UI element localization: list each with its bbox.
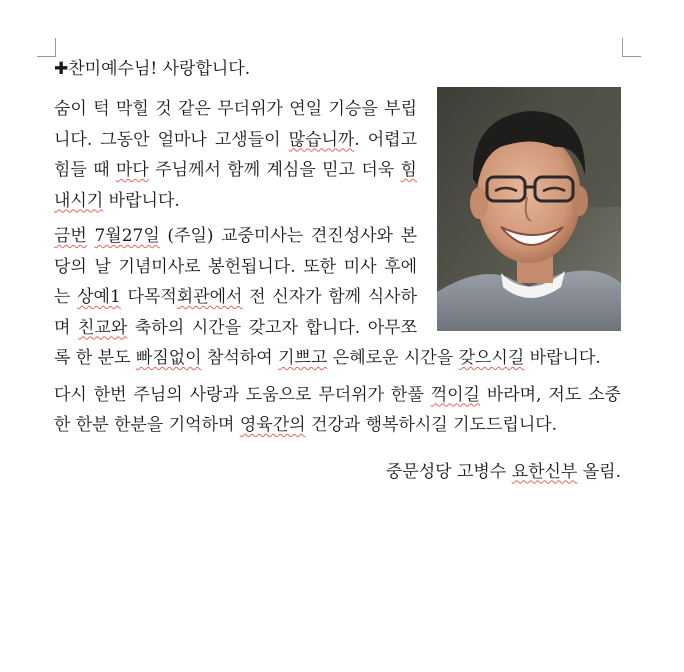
text-run: 건강과 행복하시길 기도드립니다. [305,415,558,435]
spellcheck-word: 마다 [116,160,149,180]
spellcheck-word: 상예1 [77,287,121,307]
spellcheck-word: 갖으시길 [458,348,525,368]
spellcheck-word: 힘내시기 [54,160,417,211]
spellcheck-word: 회관에서 [176,287,243,307]
spellcheck-word: 친교와 [78,317,128,338]
spellcheck-word: 7월27일 [94,226,160,246]
text-run: 참석하여 [201,348,279,368]
text-run: 다시 한번 주님의 사랑과 도움으로 무더위가 한풀 [54,384,431,405]
text-run: 올림. [577,461,621,482]
text-run: . 어렵고 힘들 때 [54,129,417,180]
greeting-text: 찬미예수님! 사랑합니다. [68,59,251,79]
text-run: 전 신자가 함께 식사하며 [54,287,418,338]
text-run: 바랍니다. [524,348,601,368]
margin-corner-top-right [622,38,641,57]
spellcheck-word: 빠짐없이 [135,348,202,368]
text-run: 축하의 시간을 갖고자 합니다. 아무쪼록 한 분도 [54,317,417,368]
text-run: 주님께서 함께 계심을 믿고 더욱 [148,160,401,180]
text-run: 바라며, 저도 소중한 한분 한분을 기억하며 [54,384,621,435]
cross-icon: ✚ [54,59,69,79]
text-run: 은혜로운 시간을 [327,348,459,368]
paragraph-3 [54,380,621,441]
spellcheck-word: 꺽이길 [430,384,480,405]
spellcheck-word: 요한신부 [511,461,578,482]
greeting-line [54,54,621,90]
signature-line [54,457,621,487]
text-run: (주일) 교중미사는 견진성사와 본당의 날 기념미사로 봉헌됩니다. 또한 미사 후에는 [54,226,417,307]
spellcheck-word: 금번 [54,226,87,246]
spellcheck-word: 영육간의 [239,415,306,435]
text-run: 바랍니다. [103,190,180,211]
document-body[interactable] [54,54,621,487]
spellcheck-word: 기쁘고 [278,348,328,368]
text-run: 숨이 턱 막힐 것 같은 무더위가 연일 기승을 부립니다. 그동안 얼마나 고생들이 [54,99,417,150]
spellcheck-word: 많습니까 [288,129,355,150]
text-run: 중문성당 고병수 [385,461,512,482]
text-run: 다목적 [120,287,177,307]
priest-photo [437,87,621,331]
